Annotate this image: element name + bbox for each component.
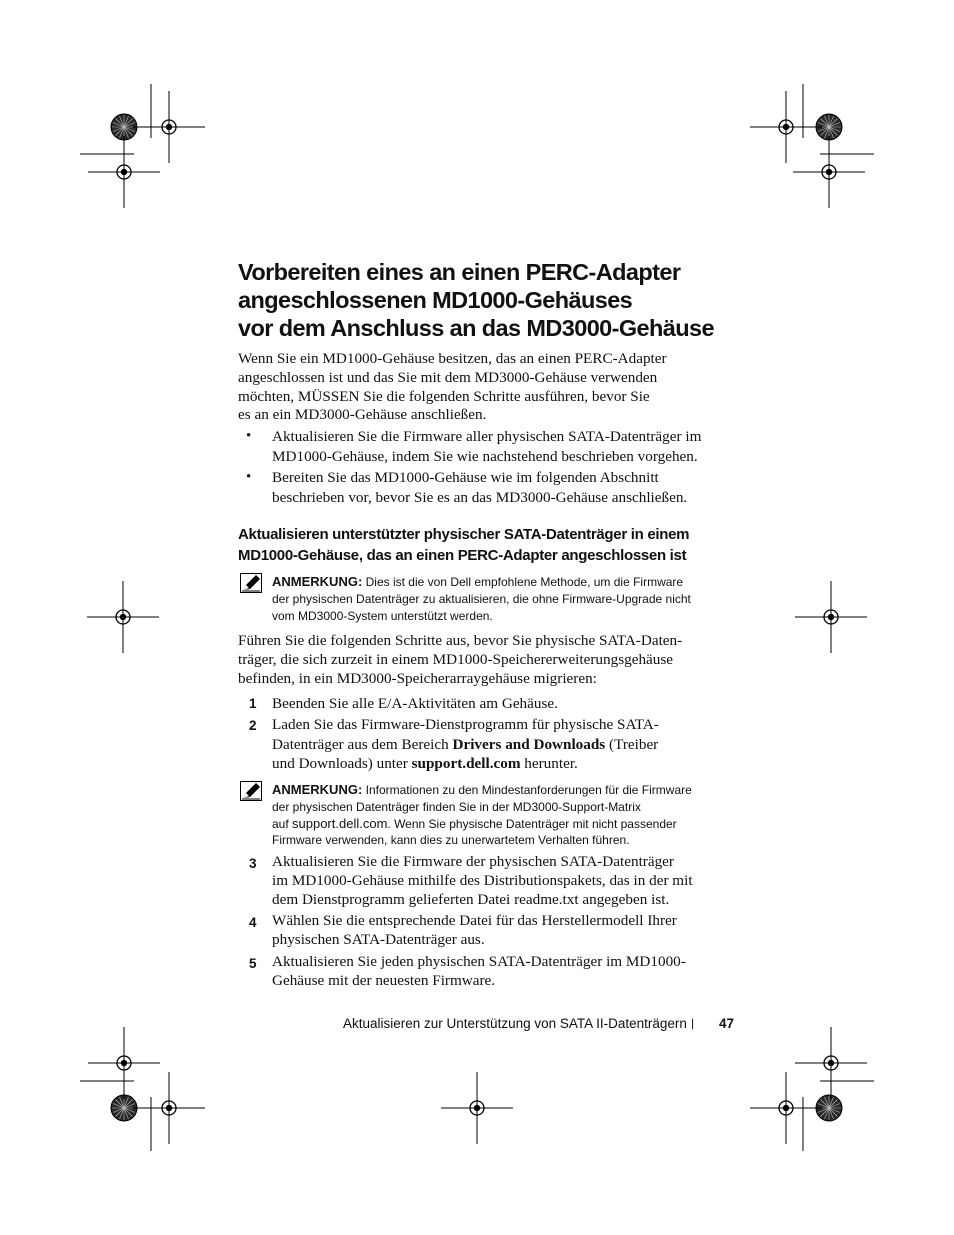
section-heading-line-1: Aktualisieren unterstützter physischer SATA-Datenträger in einem bbox=[238, 526, 690, 543]
procedure-intro bbox=[238, 632, 718, 688]
step-item bbox=[272, 853, 722, 909]
intro-line: angeschlossen ist und das Sie mit dem MD3000-Gehäuse verwenden bbox=[238, 368, 658, 386]
note-label: ANMERKUNG: bbox=[272, 782, 363, 797]
note-text: Firmware verwenden, kann dies zu unerwartetem Verhalten führen. bbox=[272, 833, 630, 848]
note-text: vom MD3000-System unterstützt werden. bbox=[272, 608, 493, 623]
note-text: . Wenn Sie physische Datenträger mit nicht passender bbox=[387, 816, 677, 831]
crosshair-registration-mark-icon bbox=[441, 1072, 513, 1144]
note-text: Dies ist die von Dell empfohlene Methode, um die Firmware bbox=[362, 575, 684, 589]
step-item bbox=[272, 715, 722, 774]
page-title-line-3: vor dem Anschluss an das MD3000-Gehäuse bbox=[238, 315, 714, 341]
note-text: der physischen Datenträger zu aktualisieren, die ohne Firmware-Upgrade nicht bbox=[272, 591, 691, 606]
crosshair-registration-mark-icon bbox=[88, 1027, 160, 1099]
step-number: 1 bbox=[249, 696, 257, 711]
bullet-symbol: • bbox=[246, 428, 252, 444]
step-line: Gehäuse mit der neuesten Firmware. bbox=[272, 971, 496, 989]
step-line: physischen SATA-Datenträger aus. bbox=[272, 930, 485, 948]
step-line: Laden Sie das Firmware-Dienstprogramm für physische SATA- bbox=[272, 716, 659, 733]
step-number: 3 bbox=[249, 856, 257, 871]
step-item bbox=[272, 694, 722, 714]
crosshair-registration-mark-icon bbox=[87, 581, 159, 653]
crosshair-registration-mark-icon bbox=[795, 581, 867, 653]
intro-line: möchten, MÜSSEN Sie die folgenden Schritte ausführen, bevor Sie bbox=[238, 387, 650, 405]
paragraph-line: befinden, in ein MD3000-Speicherarraygehäuse migrieren: bbox=[238, 669, 597, 687]
intro-line: Wenn Sie ein MD1000-Gehäuse besitzen, das an einen PERC-Adapter bbox=[238, 350, 667, 367]
link-drivers-downloads[interactable]: Drivers and Downloads bbox=[452, 735, 606, 753]
footer-section-title: Aktualisieren zur Unterstützung von SATA II-Datenträgern bbox=[343, 1016, 687, 1031]
paragraph-line: Führen Sie die folgenden Schritte aus, bevor Sie physische SATA-Daten- bbox=[238, 632, 683, 649]
intro-paragraph bbox=[238, 350, 718, 425]
note-pencil-icon bbox=[240, 781, 262, 801]
step-number: 2 bbox=[249, 718, 257, 733]
paragraph-line: träger, die sich zurzeit in einem MD1000-Speichererweiterungsgehäuse bbox=[238, 650, 674, 668]
page-title-line-2: angeschlossenen MD1000-Gehäuses bbox=[238, 287, 633, 313]
step-text: und Downloads) unter bbox=[272, 755, 412, 772]
intro-line: es an ein MD3000-Gehäuse anschließen. bbox=[238, 406, 487, 424]
step-line: im MD1000-Gehäuse mithilfe des Distributionspakets, das in der mit bbox=[272, 871, 693, 889]
step-number: 5 bbox=[249, 956, 257, 971]
crosshair-registration-mark-icon bbox=[750, 1072, 822, 1144]
step-text: (Treiber bbox=[605, 735, 659, 753]
bullet-line: MD1000-Gehäuse, indem Sie wie nachstehend beschrieben vorgehen. bbox=[272, 447, 698, 465]
note-pencil-icon bbox=[240, 573, 262, 593]
bullet-item bbox=[272, 427, 722, 466]
crosshair-registration-mark-icon bbox=[88, 136, 160, 208]
step-line: Aktualisieren Sie jeden physischen SATA-Datenträger im MD1000- bbox=[272, 953, 686, 970]
note-text: Informationen zu den Mindestanforderungen für die Firmware bbox=[362, 783, 692, 797]
section-heading-line-2: MD1000-Gehäuse, das an einen PERC-Adapter angeschlossen ist bbox=[238, 547, 687, 564]
link-support-dell[interactable]: support.dell.com bbox=[411, 755, 521, 772]
note-block bbox=[272, 574, 722, 624]
bullet-line: Aktualisieren Sie die Firmware aller physischen SATA-Datenträger im bbox=[272, 428, 702, 445]
page-title-line-1: Vorbereiten eines an einen PERC-Adapter bbox=[238, 259, 681, 285]
step-text: Datenträger aus dem Bereich bbox=[272, 735, 453, 753]
step-line: dem Dienstprogramm gelieferten Datei readme.txt angegeben ist. bbox=[272, 890, 670, 908]
step-item bbox=[272, 912, 722, 950]
link-support-dell[interactable]: support.dell.com bbox=[292, 815, 388, 831]
crosshair-registration-mark-icon bbox=[793, 136, 865, 208]
note-label: ANMERKUNG: bbox=[272, 574, 363, 589]
crosshair-registration-mark-icon bbox=[795, 1027, 867, 1099]
step-line: Wählen Sie die entsprechende Datei für das Herstellermodell Ihrer bbox=[272, 912, 677, 929]
step-line: Aktualisieren Sie die Firmware der physischen SATA-Datenträger bbox=[272, 853, 674, 870]
crosshair-registration-mark-icon bbox=[750, 91, 822, 163]
crosshair-registration-mark-icon bbox=[133, 1072, 205, 1144]
note-block bbox=[272, 782, 722, 849]
footer-separator: | bbox=[691, 1016, 695, 1030]
bullet-item bbox=[272, 468, 722, 507]
step-number: 4 bbox=[249, 915, 257, 930]
note-text: der physischen Datenträger finden Sie in der MD3000-Support-Matrix bbox=[272, 799, 641, 814]
bullet-symbol: • bbox=[246, 469, 252, 485]
step-item bbox=[272, 953, 722, 991]
note-text: auf bbox=[272, 816, 293, 831]
page-number: 47 bbox=[719, 1016, 735, 1031]
bullet-line: Bereiten Sie das MD1000-Gehäuse wie im folgenden Abschnitt bbox=[272, 469, 659, 486]
step-text: herunter. bbox=[520, 755, 578, 772]
bullet-line: beschrieben vor, bevor Sie es an das MD3000-Gehäuse anschließen. bbox=[272, 488, 688, 506]
crosshair-registration-mark-icon bbox=[133, 91, 205, 163]
step-line: Beenden Sie alle E/A-Aktivitäten am Gehäuse. bbox=[272, 695, 558, 712]
